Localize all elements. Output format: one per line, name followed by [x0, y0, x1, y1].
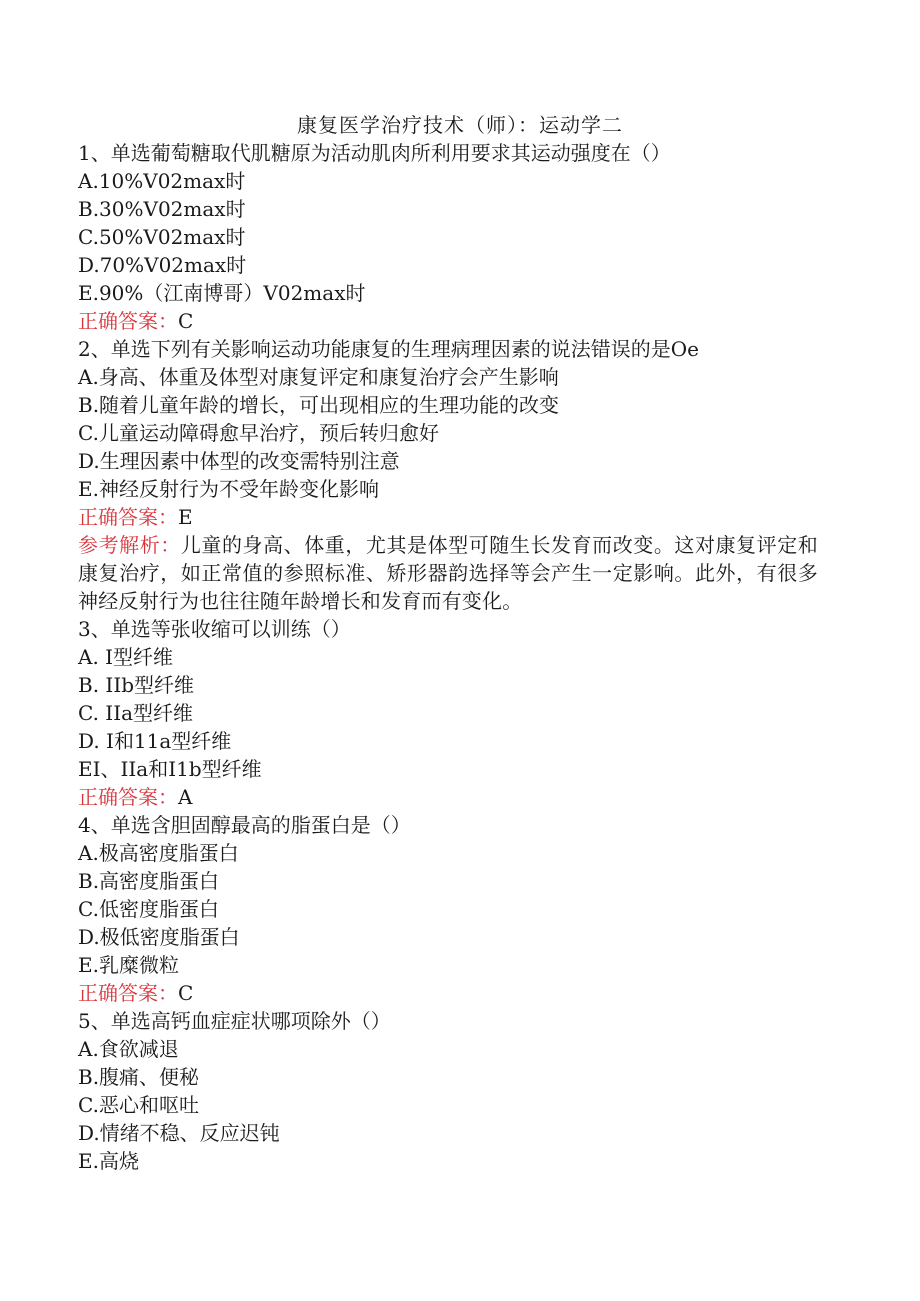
option-d: D.情绪不稳、反应迟钝 — [78, 1121, 280, 1145]
answer-label: 正确答案： — [78, 981, 178, 1005]
question-stem: 1、单选葡萄糖取代肌糖原为活动肌肉所利用要求其运动强度在（） — [78, 141, 671, 165]
option-b: B.30%V02max时 — [78, 197, 246, 221]
answer-value: C — [178, 309, 194, 333]
analysis-label: 参考解析： — [78, 533, 181, 557]
option-b: B.腹痛、便秘 — [78, 1065, 200, 1089]
answer-value: A — [178, 785, 193, 809]
question-list — [78, 139, 818, 1175]
option-e: E.乳糜微粒 — [78, 953, 179, 977]
option-b: B.高密度脂蛋白 — [78, 869, 220, 893]
answer-value: C — [178, 981, 194, 1005]
option-c: C.儿童运动障碍愈早治疗，预后转归愈好 — [78, 421, 439, 445]
option-e: E.神经反射行为不受年龄变化影响 — [78, 477, 379, 501]
question-3 — [78, 615, 818, 811]
page-title: 康复医学治疗技术（师）：运动学二 — [297, 113, 623, 137]
answer-label: 正确答案： — [78, 309, 178, 333]
option-d: D.70%V02max时 — [78, 253, 247, 277]
option-a: A.10%V02max时 — [78, 169, 246, 193]
answer-label: 正确答案： — [78, 785, 178, 809]
option-a: A. I型纤维 — [78, 645, 174, 669]
option-c: C. IIa型纤维 — [78, 701, 194, 725]
option-d: D. I和11a型纤维 — [78, 729, 232, 753]
answer-row — [78, 979, 818, 1007]
option-e: E.高烧 — [78, 1149, 139, 1173]
option-b: B.随着儿童年龄的增长，可出现相应的生理功能的改变 — [78, 393, 560, 417]
answer-row — [78, 503, 818, 531]
answer-label: 正确答案： — [78, 505, 178, 529]
question-stem: 2、单选下列有关影响运动功能康复的生理病理因素的说法错误的是Oe — [78, 337, 699, 361]
option-b: B. IIb型纤维 — [78, 673, 195, 697]
analysis-paragraph — [78, 531, 818, 615]
option-e: EI、IIa和I1b型纤维 — [78, 757, 262, 781]
question-1 — [78, 139, 818, 335]
option-e: E.90%（江南博哥）V02max时 — [78, 281, 366, 305]
analysis-text: 儿童的身高、体重，尤其是体型可随生长发育而改变。这对康复评定和康复治疗，如正常值的参照标准、矫形器韵选择等会产生一定影响。此外，有很多神经反射行为也往往随年龄增长和发育而有变化。 — [78, 533, 818, 613]
option-a: A.身高、体重及体型对康复评定和康复治疗会产生影响 — [78, 365, 559, 389]
question-5 — [78, 1007, 818, 1175]
option-c: C.低密度脂蛋白 — [78, 897, 219, 921]
question-stem: 5、单选高钙血症症状哪项除外（） — [78, 1009, 391, 1033]
option-a: A.极高密度脂蛋白 — [78, 841, 239, 865]
answer-row — [78, 783, 818, 811]
option-d: D.极低密度脂蛋白 — [78, 925, 240, 949]
option-c: C.50%V02max时 — [78, 225, 246, 249]
question-stem: 4、单选含胆固醇最高的脂蛋白是（） — [78, 813, 411, 837]
question-2 — [78, 335, 818, 615]
option-d: D.生理因素中体型的改变需特别注意 — [78, 449, 400, 473]
question-4 — [78, 811, 818, 1007]
option-c: C.恶心和呕吐 — [78, 1093, 199, 1117]
answer-value: E — [178, 505, 193, 529]
option-a: A.食欲减退 — [78, 1037, 179, 1061]
question-stem: 3、单选等张收缩可以训练（） — [78, 617, 351, 641]
answer-row — [78, 307, 818, 335]
